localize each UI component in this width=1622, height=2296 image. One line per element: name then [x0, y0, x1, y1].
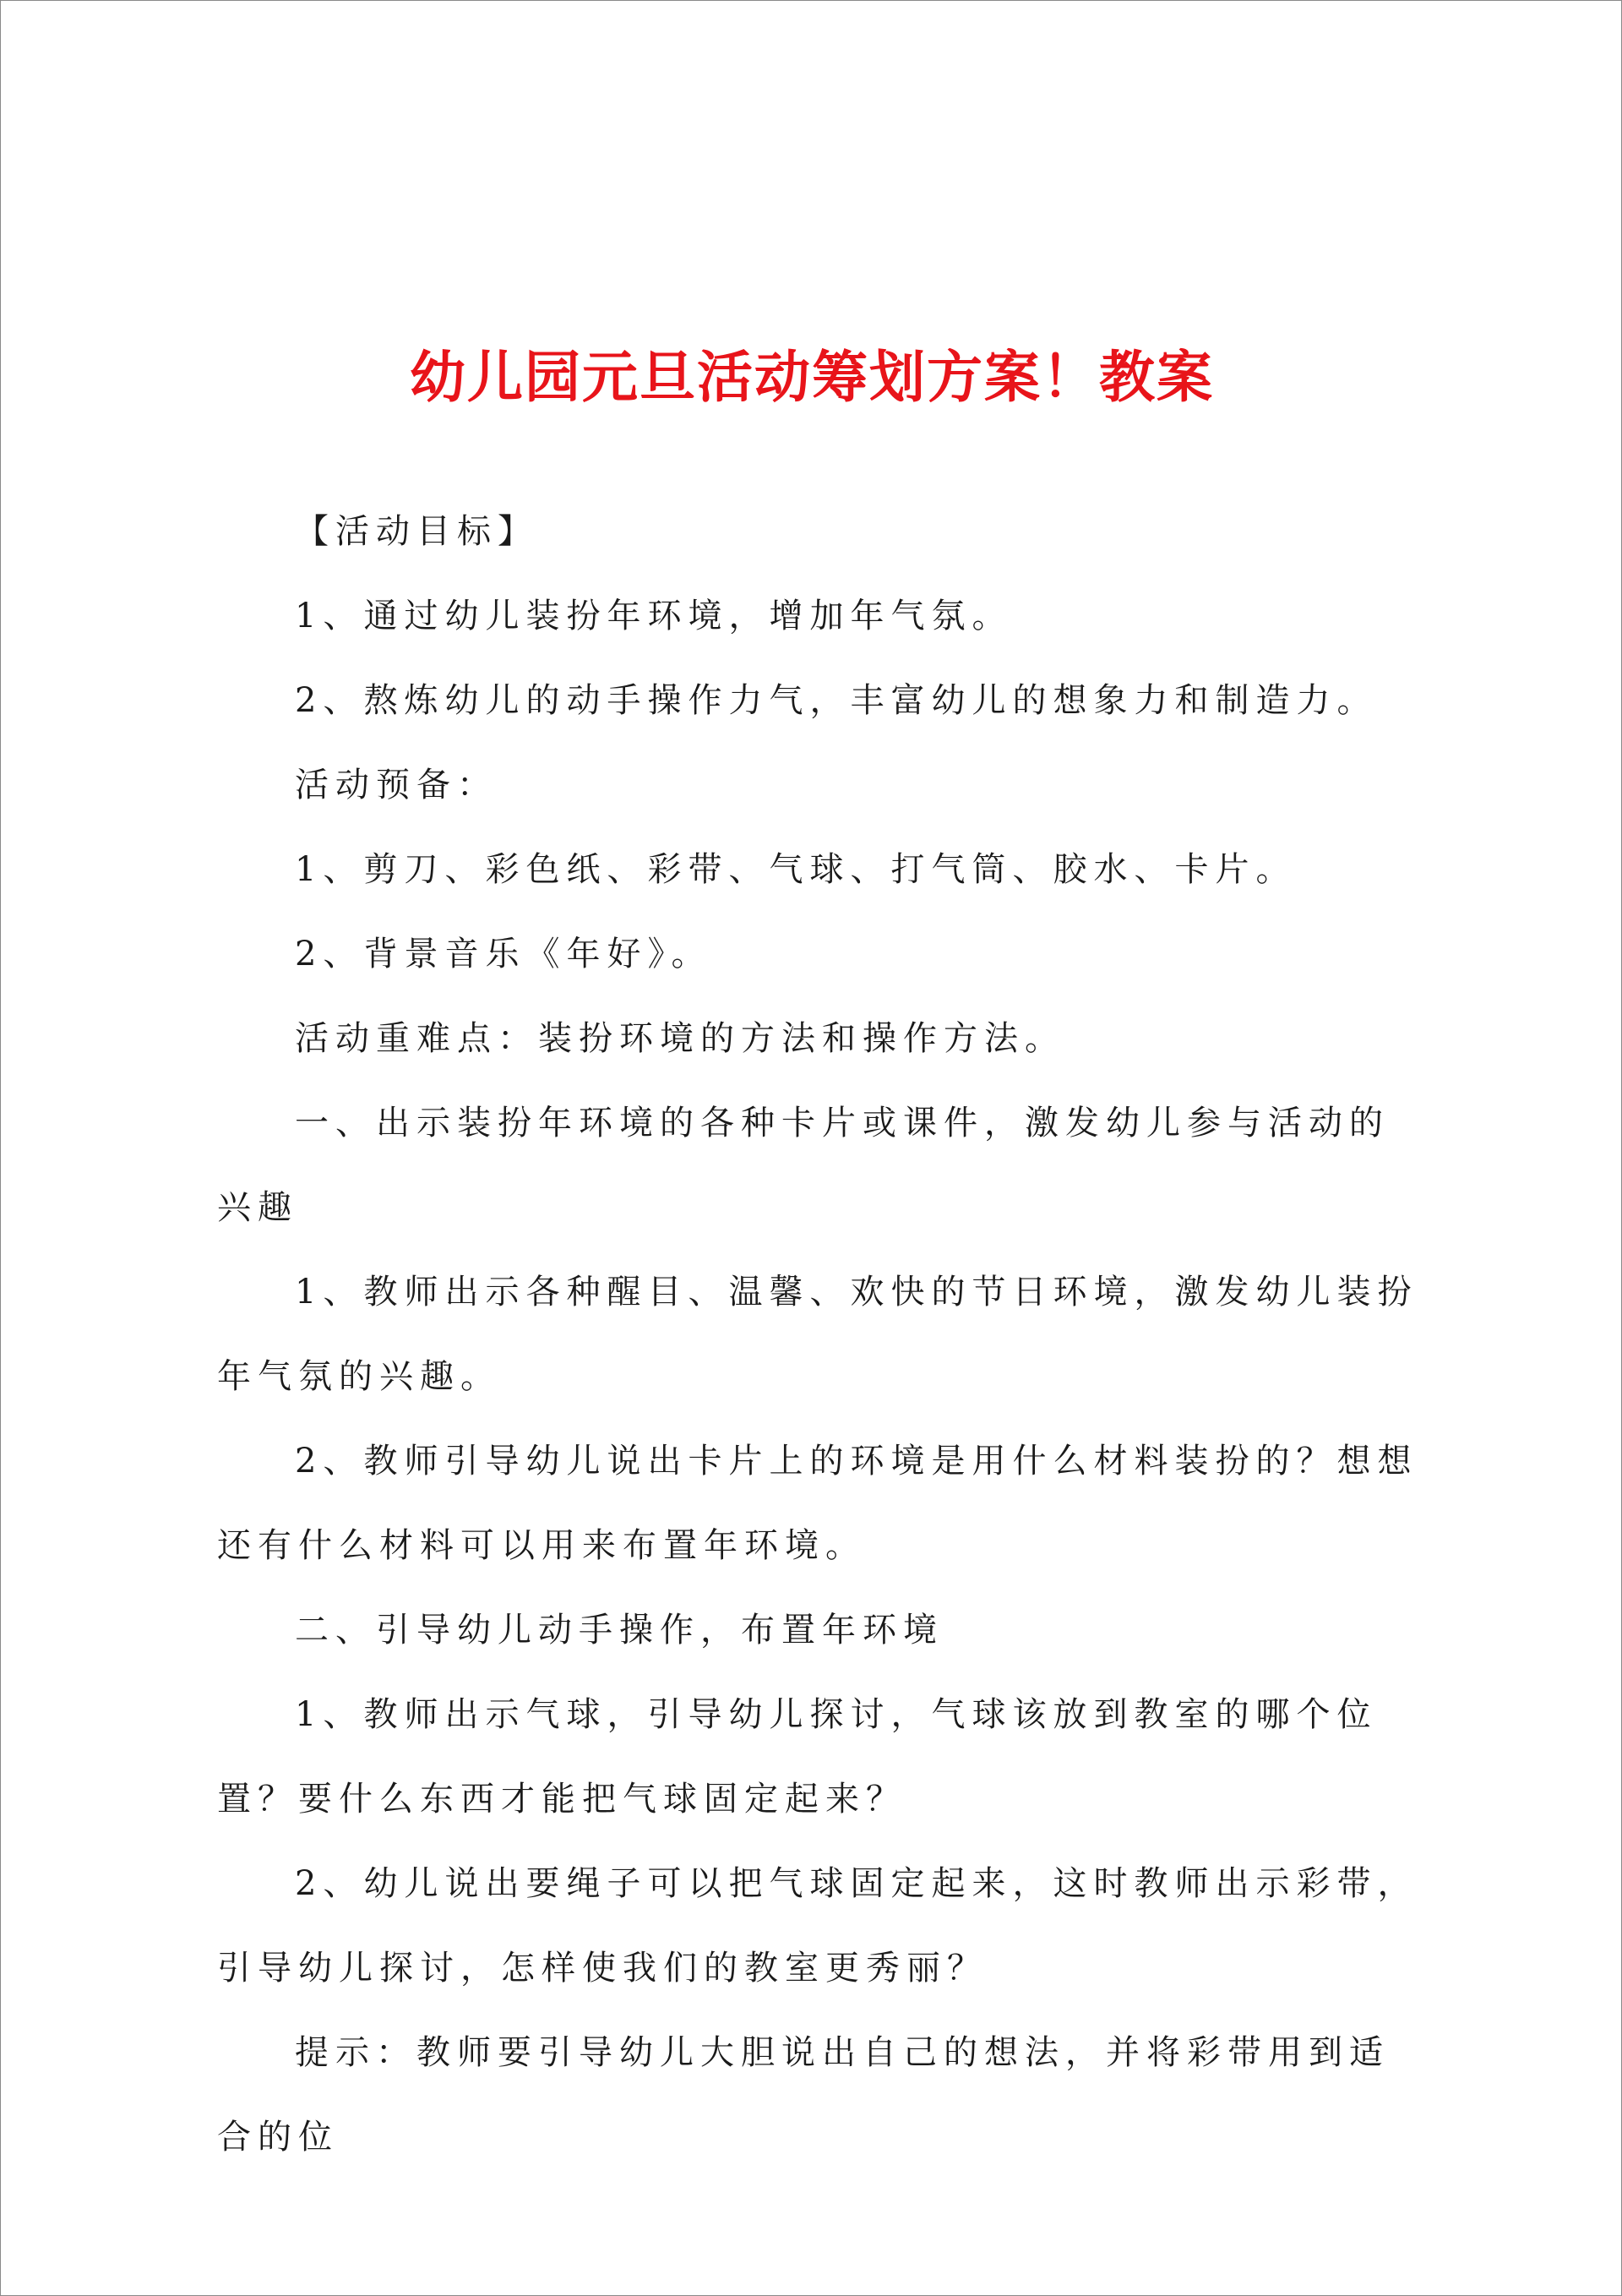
paragraph-section-2-item-1: 1、教师出示气球，引导幼儿探讨，气球该放到教室的哪个位置？要什么东西才能把气球固定起来？	[217, 1695, 1378, 1819]
paragraph-key-points: 活动重难点：装扮环境的方法和操作方法。	[295, 1019, 1065, 1058]
paragraph-preparation-heading: 活动预备：	[295, 766, 498, 804]
paragraph-section-1-item-2: 2、教师引导幼儿说出卡片上的环境是用什么材料装扮的？想想还有什么材料可以用来布置年环境。	[217, 1442, 1418, 1565]
paragraph-preparation-2: 2、背景音乐《年好》。	[295, 935, 712, 973]
paragraph-tip: 提示：教师要引导幼儿大胆说出自己的想法，并将彩带用到适合的位	[217, 2033, 1390, 2157]
paragraph-section-1-heading: 一、出示装扮年环境的各种卡片或课件，激发幼儿参与活动的兴趣	[217, 1104, 1390, 1227]
paragraph-goal-2: 2、熬炼幼儿的动手操作力气，丰富幼儿的想象力和制造力。	[295, 681, 1378, 720]
paragraph-goals-heading: 【活动目标】	[295, 512, 538, 551]
document-title: 幼儿园元旦活动筹划方案！教案	[410, 344, 1214, 410]
paragraph-section-2-heading: 二、引导幼儿动手操作，布置年环境	[295, 1611, 944, 1650]
paragraph-section-1-item-1: 1、教师出示各种醒目、温馨、欢快的节日环境，激发幼儿装扮年气氛的兴趣。	[217, 1273, 1418, 1396]
paragraph-goal-1: 1、通过幼儿装扮年环境，增加年气氛。	[295, 597, 1013, 635]
paragraph-preparation-1: 1、剪刀、彩色纸、彩带、气球、打气筒、胶水、卡片。	[295, 850, 1297, 889]
paragraph-section-2-item-2: 2、幼儿说出要绳子可以把气球固定起来，这时教师出示彩带，引导幼儿探讨，怎样使我们的教室更秀丽？	[217, 1864, 1418, 1988]
document-body	[217, 489, 1425, 2179]
